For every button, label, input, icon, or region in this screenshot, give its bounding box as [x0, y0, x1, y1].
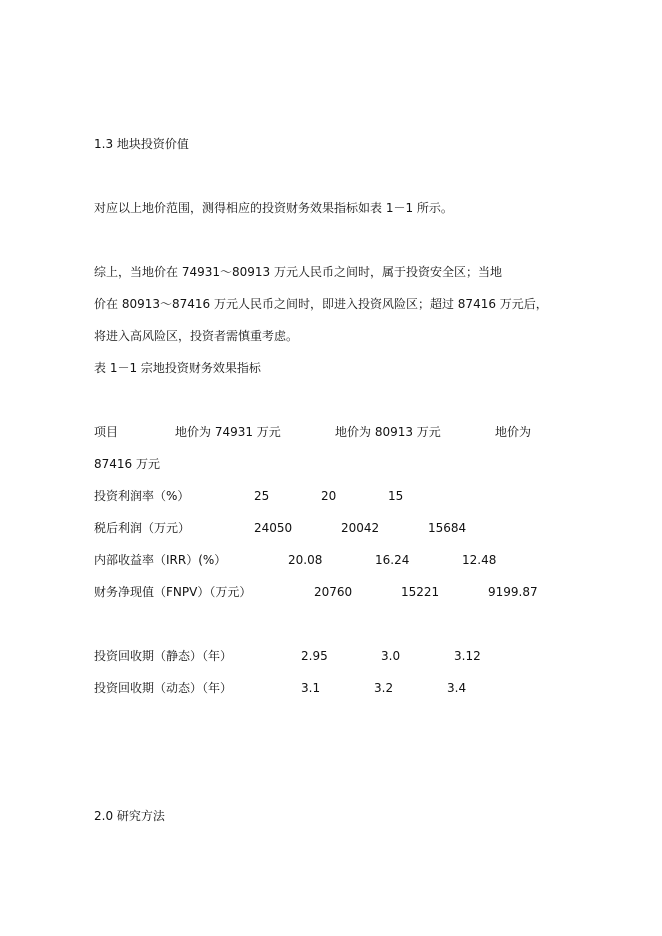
- row-value-3: 3.4: [447, 681, 467, 695]
- row-value-2: 20: [321, 489, 337, 503]
- row-label: 税后利润（万元）: [94, 521, 191, 535]
- row-label: 投资利润率（%）: [94, 489, 190, 503]
- row-value-3: 15684: [428, 521, 467, 535]
- row-value-1: 20.08: [288, 553, 323, 567]
- row-label: 投资回收期（静态）（年）: [94, 649, 233, 663]
- header-col3-wrap: 87416 万元: [94, 457, 160, 471]
- row-value-1: 25: [254, 489, 270, 503]
- row-value-3: 12.48: [462, 553, 497, 567]
- row-value-2: 20042: [341, 521, 380, 535]
- section-heading-2-0: 2.0 研究方法: [94, 809, 165, 823]
- table-caption: 表 1－1 宗地投资财务效果指标: [94, 361, 261, 375]
- summary-line-3: 将进入高风险区，投资者需慎重考虑。: [94, 329, 299, 343]
- header-label: 项目: [94, 425, 119, 439]
- summary-line-2: 价在 80913～87416 万元人民币之间时，即进入投资风险区；超过 87416 万元后，: [94, 297, 548, 311]
- header-col2: 地价为 80913 万元: [335, 425, 441, 439]
- row-label: 投资回收期（动态）（年）: [94, 681, 233, 695]
- row-value-1: 20760: [314, 585, 353, 599]
- intro-paragraph: 对应以上地价范围，测得相应的投资财务效果指标如表 1－1 所示。: [94, 201, 453, 215]
- row-label: 财务净现值（FNPV）（万元）: [94, 585, 252, 599]
- row-value-2: 3.2: [374, 681, 394, 695]
- row-value-1: 2.95: [301, 649, 328, 663]
- row-label: 内部收益率（IRR）(%）: [94, 553, 227, 567]
- row-value-1: 3.1: [301, 681, 321, 695]
- row-value-1: 24050: [254, 521, 293, 535]
- section-heading-1-3: 1.3 地块投资价值: [94, 137, 189, 151]
- header-col3: 地价为: [495, 425, 532, 439]
- row-value-3: 9199.87: [488, 585, 538, 599]
- row-value-3: 3.12: [454, 649, 481, 663]
- header-col1: 地价为 74931 万元: [175, 425, 281, 439]
- row-value-2: 3.0: [381, 649, 401, 663]
- summary-line-1: 综上，当地价在 74931～80913 万元人民币之间时，属于投资安全区；当地: [94, 265, 502, 279]
- row-value-2: 16.24: [375, 553, 410, 567]
- row-value-3: 15: [388, 489, 404, 503]
- row-value-2: 15221: [401, 585, 440, 599]
